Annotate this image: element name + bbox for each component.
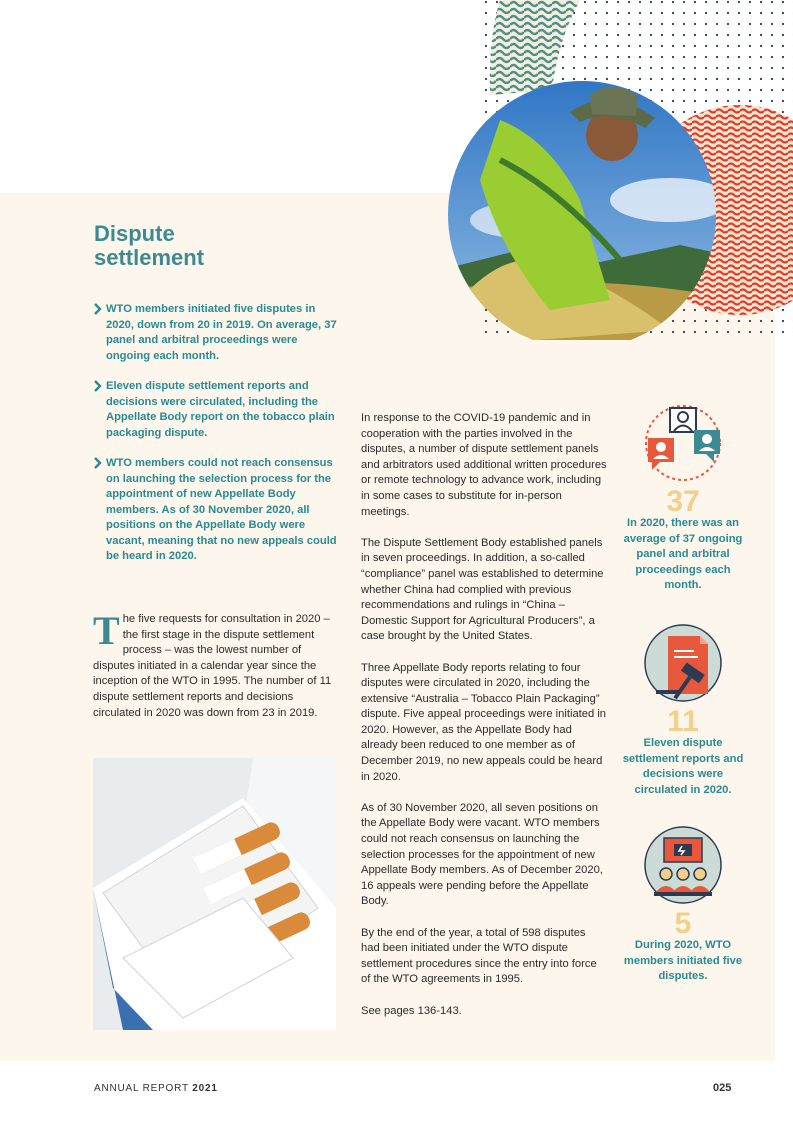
chevron-right-icon xyxy=(93,457,103,469)
footer-year: 2021 xyxy=(192,1083,218,1094)
highlight-text: WTO members initiated five disputes in 2020, down from 20 in 2019. On average, 37 panel and arbitral proceedings were ongoing each month. xyxy=(106,303,337,362)
title-line-1: Dispute xyxy=(94,221,175,246)
stat-number: 11 xyxy=(667,705,699,738)
highlight-item xyxy=(93,302,343,364)
body-paragraph: By the end of the year, a total of 598 disputes had been initiated under the WTO dispute settlement procedures since the entry into force of the WTO agreements in 1995. xyxy=(361,926,597,986)
video-conference-icon xyxy=(638,398,728,488)
stat-number: 5 xyxy=(674,907,692,940)
body-paragraph: As of 30 November 2020, all seven positions on the Appellate Body were vacant. WTO members could not reach consensus on launching the selection processes for the appointment of new Appellate Body members. As of December 2020, 16 appeals were pending before the Appellate Body. xyxy=(361,801,603,908)
section-title xyxy=(94,222,204,270)
gavel-document-icon xyxy=(638,618,728,708)
stat-description: During 2020, WTO members initiated five disputes. xyxy=(623,939,743,983)
stat-number: 37 xyxy=(666,485,700,518)
chevron-right-icon xyxy=(93,303,103,315)
footer-label: ANNUAL REPORT xyxy=(94,1083,189,1094)
highlight-item xyxy=(93,379,343,441)
stat-disputes-initiated xyxy=(618,820,748,985)
body-paragraph: In response to the COVID-19 pandemic and in cooperation with the parties involved in the disputes, a number of dispute settlement panels and arbitrators used additional written procedures or remote technology to advance work, including in some cases to substitute for in-person meetings. xyxy=(361,412,607,518)
stat-reports-circulated xyxy=(618,618,748,798)
main-text-column xyxy=(361,411,607,1035)
title-line-2: settlement xyxy=(94,245,205,270)
stat-description: In 2020, there was an average of 37 ongoing panel and arbitral proceedings each month. xyxy=(623,517,743,592)
meeting-presentation-icon xyxy=(638,820,728,910)
header-decoration xyxy=(440,0,793,340)
highlight-item xyxy=(93,456,343,565)
highlights-list xyxy=(93,302,343,580)
highlight-text: WTO members could not reach consensus on launching the selection process for the appointment of new Appellate Body members. As of 30 November 2020, all positions on the Appellate Body were vacant, meaning that no new appeals could be heard in 2020. xyxy=(106,457,337,562)
stat-description: Eleven dispute settlement reports and decisions were circulated in 2020. xyxy=(622,737,744,796)
cigarette-pack-photo xyxy=(93,758,336,1030)
chevron-right-icon xyxy=(93,380,103,392)
body-paragraph: The Dispute Settlement Body established panels in seven proceedings. In addition, a so-called “compliance” panel was established to determine whether China had complied with previous recommendations and rulings in “China – Domestic Support for Agricultural Producers”, a case brought by the United States. xyxy=(361,536,604,643)
intro-text: he five requests for consultation in 2020 – the first stage in the dispute settlement process – was the lowest number of disputes initiated in a calendar year since the inception of the WTO in 1995. The number of 11 dispute settlement reports and decisions circulated in 2020 was down from 23 in 2019. xyxy=(93,613,332,719)
highlight-text: Eleven dispute settlement reports and decisions were circulated, including the Appellate Body report on the tobacco plain packaging dispute. xyxy=(106,380,335,439)
intro-paragraph xyxy=(93,608,340,721)
footer-report-label xyxy=(94,1083,218,1094)
drop-cap: T xyxy=(93,608,120,653)
stat-ongoing-proceedings xyxy=(618,398,748,594)
body-paragraph: Three Appellate Body reports relating to four disputes were circulated in 2020, including the extensive “Australia – Tobacco Plain Packaging” dispute. Five appeal proceedings were initiated in 2020. However, as the Appellate Body had already been reduced to one member as of December 2019, no new appeals could be heard in 2020. xyxy=(361,661,607,783)
body-paragraph: See pages 136-143. xyxy=(361,1004,462,1017)
page-number: 025 xyxy=(713,1082,732,1094)
